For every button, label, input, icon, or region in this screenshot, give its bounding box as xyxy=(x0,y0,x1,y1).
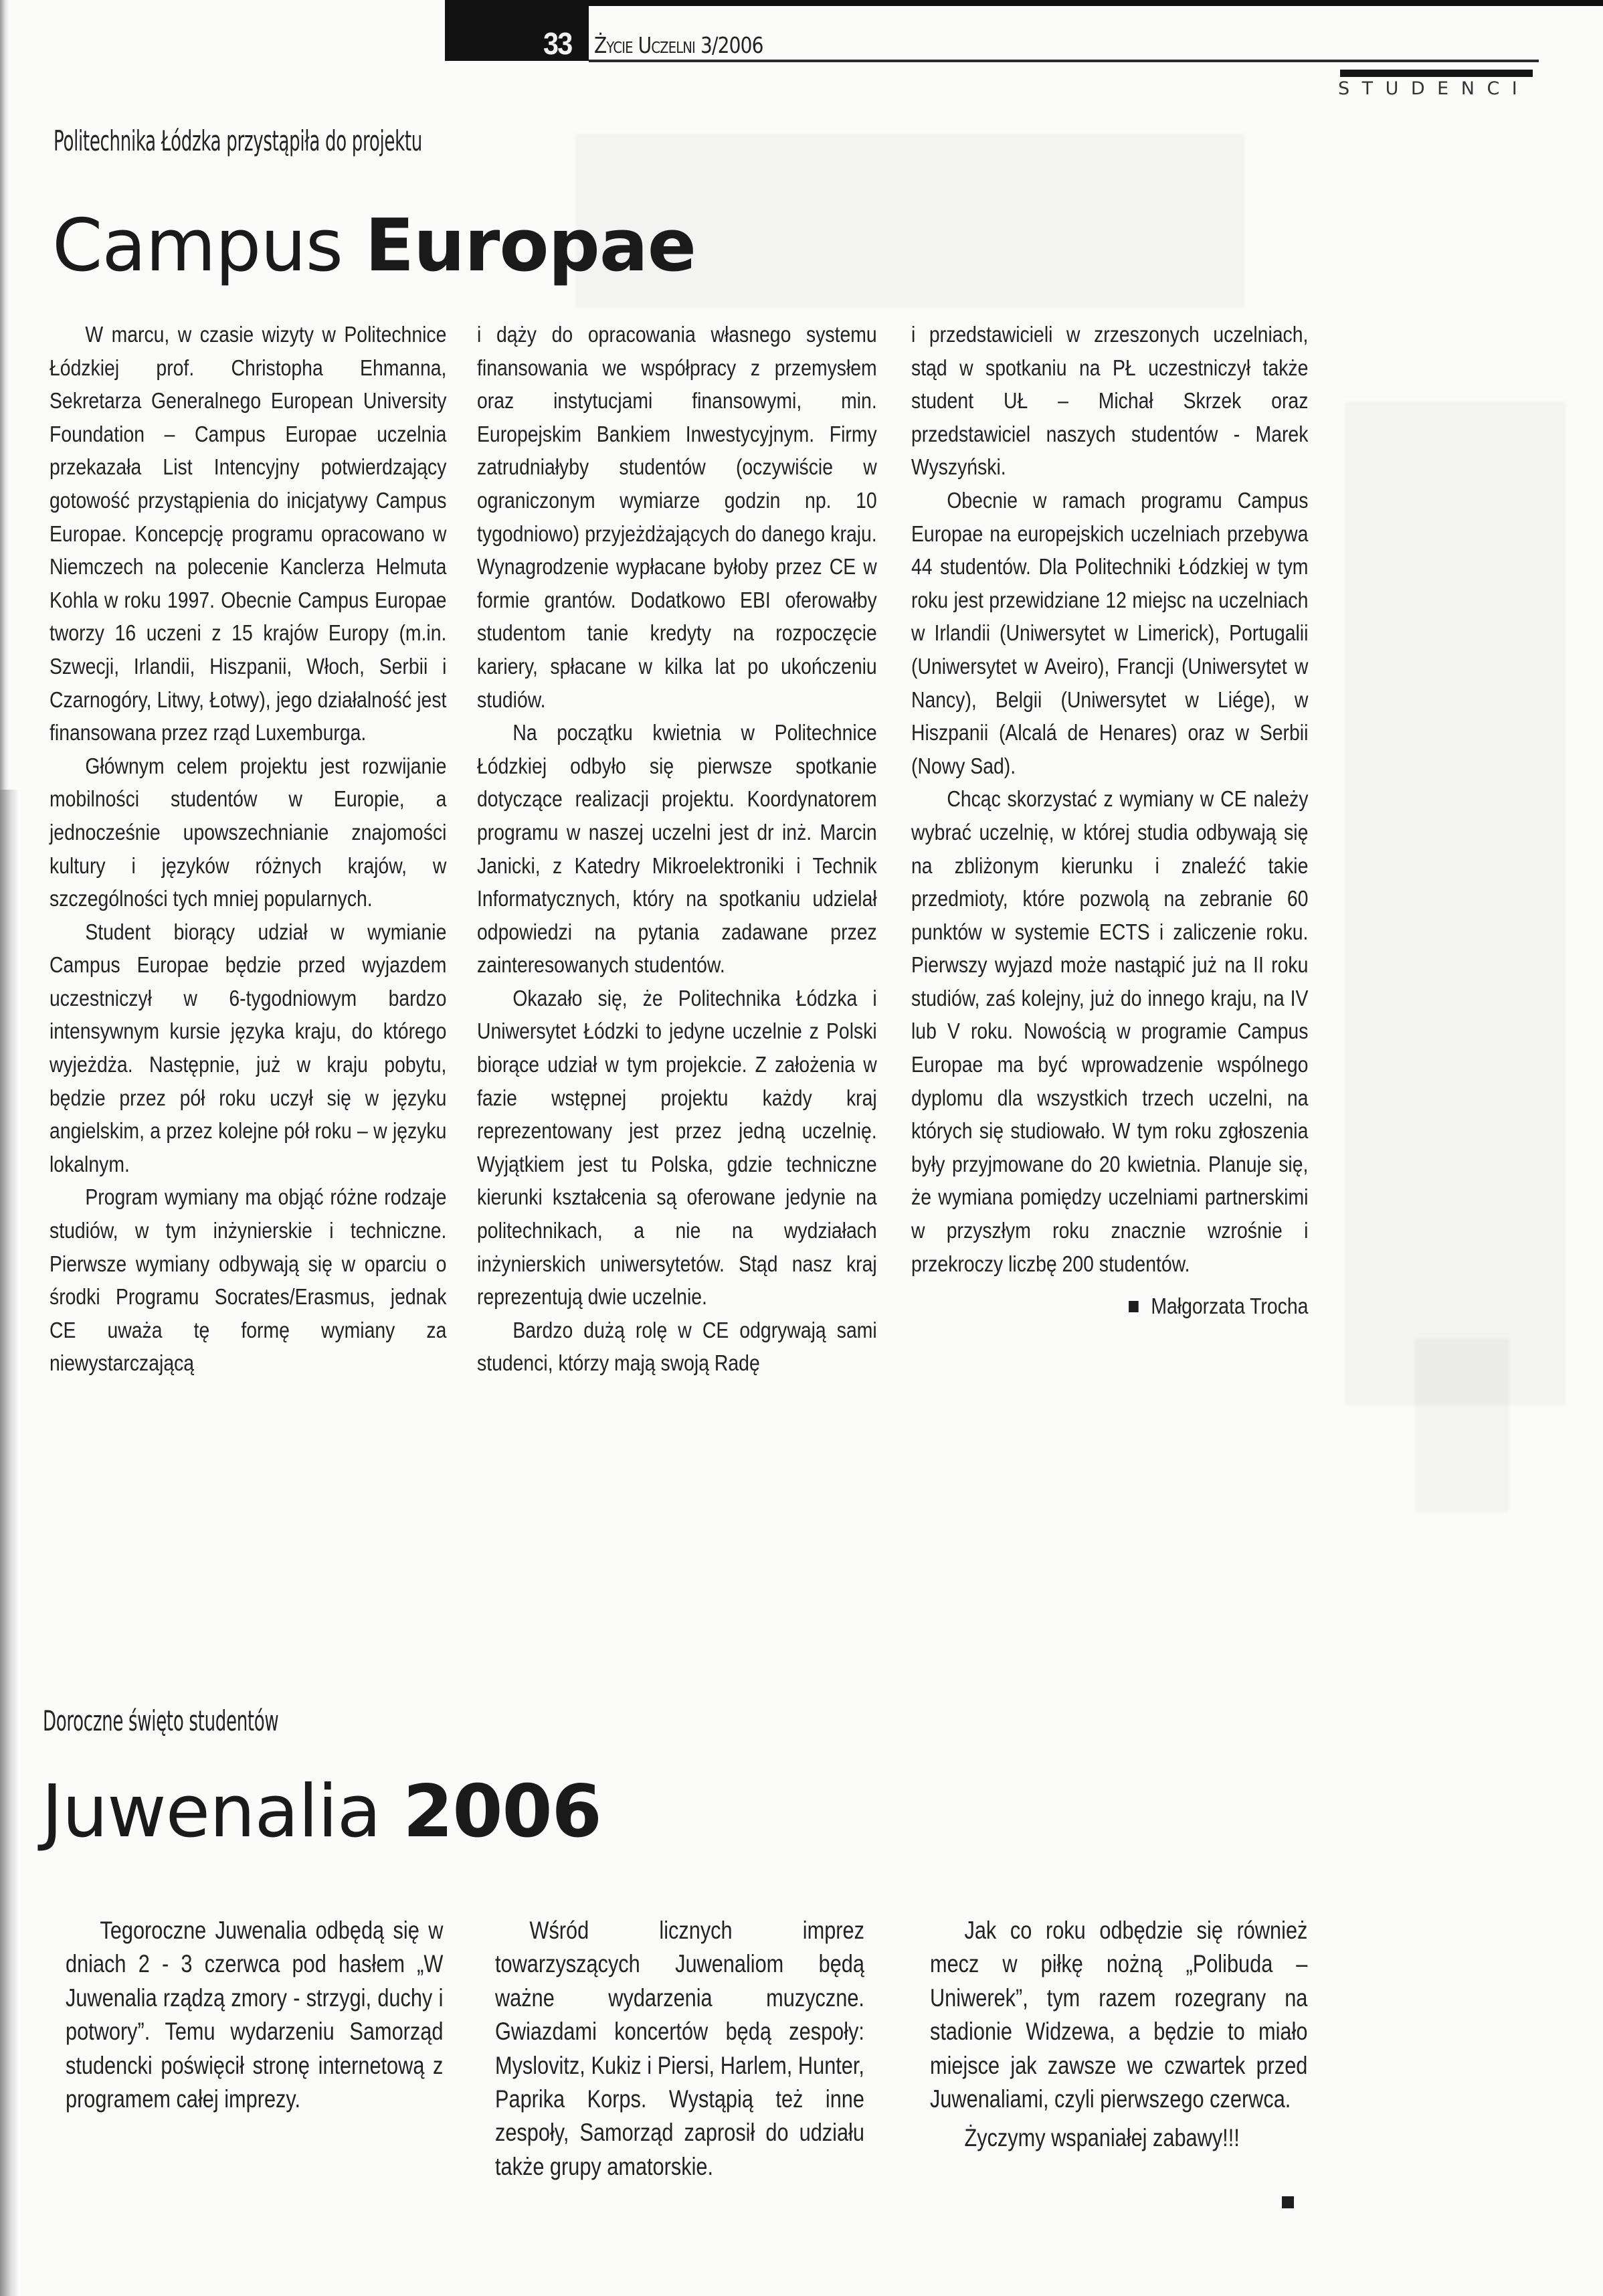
page-gutter-shadow-lower xyxy=(0,790,19,2296)
paragraph: Tegoroczne Juwenalia odbędą się w dniach 2 - 3 czerwca pod hasłem „W Juwenalia rządzą zmory - strzygi, duchy i potwory”. Temu wydarzeniu Samorząd studencki poświęcił stronę internetową z programem całej imprezy. xyxy=(66,1917,444,2113)
author-name: Małgorzata Trocha xyxy=(1151,1294,1309,1319)
paragraph: Głównym celem projektu jest rozwijanie mobilności studentów w Europie, a jednocześnie upowszechnianie znajomości kultury i języków różnych krajów, w szczególności tych mniej popularnych. xyxy=(50,753,447,911)
article2-column-3 xyxy=(930,1914,1307,2155)
paragraph: i dąży do opracowania własnego systemu finansowania we współpracy z przemysłem oraz instytucjami finansowymi, min. Europejskim Bankiem Inwestycyjnym. Firmy zatrudniałyby studentów (oczywiście w ograniczonym wymiarze godzin np. 10 tygodniowo) przyjeżdżających do danego kraju. Wynagrodzenie wypłacane byłoby przez CE w formie grantów. Dodatkowo EBI oferowałby studentom tanie kredyty na rozpoczęcie kariery, spłacane w kilka lat po ukończeniu studiów. xyxy=(477,322,877,712)
header-rule xyxy=(589,60,1539,62)
title-bold: Europae xyxy=(365,204,696,288)
article-kicker: Politechnika Łódzka przystąpiła do projektu xyxy=(54,124,422,157)
paragraph: Życzymy wspaniałej zabawy!!! xyxy=(964,2124,1240,2152)
paragraph: Obecnie w ramach programu Campus Europae na europejskich uczelniach przebywa 44 studentów. Dla Politechniki Łódzkiej w tym roku jest przewidziane 12 miejsc na uczelniach w Irlandii (Uniwersytet w Limerick), Portugalii (Uniwersytet w Aveiro), Francji (Uniwersytet w Nancy), Belgii (Uniwersytet w Liége), w Hiszpanii (Alcalá de Henares) oraz w Serbii (Nowy Sad). xyxy=(911,487,1309,778)
article-kicker: Doroczne święto studentów xyxy=(43,1704,279,1737)
article1-column-2 xyxy=(477,318,877,1380)
paragraph: Student biorący udział w wymianie Campus Europae będzie przed wyjazdem uczestniczył w 6-tygodniowym bardzo intensywnym kursie języka kraju, do którego wyjeżdża. Następnie, już w kraju pobytu, będzie przez pół roku uczył się w języku angielskim, a przez kolejne pół roku – w języku lokalnym. xyxy=(50,919,447,1176)
page-number: 33 xyxy=(543,26,572,61)
paragraph: Wśród licznych imprez towarzyszących Juwenaliom będą ważne wydarzenia muzyczne. Gwiazdami koncertów będą zespoły: Myslovitz, Kukiz i Piersi, Harlem, Hunter, Paprika Korps. Wystąpią też inne zespoły, Samorząd zaprosił do udziału także grupy amatorskie. xyxy=(495,1917,864,2180)
paragraph: Program wymiany ma objąć różne rodzaje studiów, w tym inżynierskie i techniczne. Pierwsze wymiany odbywają się w oparciu o środki Programu Socrates/Erasmus, jednak CE uważa tę formę wymiany za niewystarczającą xyxy=(50,1184,447,1376)
section-label: STUDENCI xyxy=(1338,78,1530,99)
paragraph: Chcąc skorzystać z wymiany w CE należy wybrać uczelnię, w której studia odbywają się na zbliżonym kierunku i znaleźć takie przedmioty, które pozwolą na zebranie 60 punktów w systemie ECTS i zaliczenie roku. Pierwszy wyjazd może nastąpić już na II roku studiów, zaś kolejny, już do innego kraju, na IV lub V roku. Nowością w programie Campus Europae ma być wprowadzenie wspólnego dyplomu dla wszystkich trzech uczelni, na których się studiowało. W tym roku zgłoszenia były przyjmowane do 20 kwietnia. Planuje się, że wymiana pomiędzy uczelniami partnerskimi w przyszłym roku znacznie wzrośnie i przekroczy liczbę 200 studentów. xyxy=(911,786,1309,1276)
publication-masthead: Życie Uczelni 3/2006 xyxy=(594,32,763,58)
article1-column-1 xyxy=(50,318,446,1380)
paragraph: i przedstawicieli w zrzeszonych uczelniach, stąd w spotkaniu na PŁ uczestniczył także student UŁ – Michał Skrzek oraz przedstawiciel naszych studentów - Marek Wyszyński. xyxy=(911,322,1309,480)
section-bar xyxy=(1340,70,1533,77)
bleed-through xyxy=(1345,402,1566,1405)
article-title xyxy=(41,1770,601,1854)
paragraph: Okazało się, że Politechnika Łódzka i Uniwersytet Łódzki to jedyne uczelnie z Polski biorące udział w tym projekcie. Z założenia w fazie wstępnej projektu każdy kraj reprezentowany jest przez jedną uczelnię. Wyjątkiem jest tu Polska, gdzie techniczne kierunki kształcenia są oferowane jedynie na politechnikach, a nie na wydziałach inżynierskich uniwersytetów. Stąd nasz kraj reprezentują dwie uczelnie. xyxy=(477,985,877,1310)
top-rule xyxy=(589,0,1603,6)
paragraph: Jak co roku odbędzie się również mecz w piłkę nożną „Polibuda – Uniwerek”, tym razem rozegrany na stadionie Widzewa, a będzie to miało miejsce jak zawsze we czwartek przed Juwenaliami, czyli pierwszego czerwca. xyxy=(930,1917,1308,2113)
title-bold: 2006 xyxy=(403,1770,601,1854)
end-square-icon xyxy=(1129,1301,1139,1312)
title-light: Campus xyxy=(52,204,365,288)
bleed-through xyxy=(1415,1338,1509,1512)
paragraph: Bardzo dużą rolę w CE odgrywają sami studenci, którzy mają swoją Radę xyxy=(477,1317,877,1376)
article2-column-2 xyxy=(495,1914,864,2184)
paragraph: Na początku kwietnia w Politechnice Łódzkiej odbyło się pierwsze spotkanie dotyczące realizacji projektu. Koordynatorem programu w naszej uczelni jest dr inż. Marcin Janicki, z Katedry Mikroelektroniki i Technik Informatycznych, który na spotkaniu udzielał odpowiedzi na pytania zadawane przez zainteresowanych studentów. xyxy=(477,720,877,978)
article2-column-1 xyxy=(66,1914,443,2116)
title-light: Juwenalia xyxy=(41,1770,403,1854)
paragraph: W marcu, w czasie wizyty w Politechnice Łódzkiej prof. Christopha Ehmanna, Sekretarza Generalnego European University Foundation – Campus Europae uczelnia przekazała List Intencyjny potwierdzający gotowość przystąpienia do inicjatywy Campus Europae. Koncepcję programu opracowano w Niemczech na polecenie Kanclerza Helmuta Kohla w roku 1997. Obecnie Campus Europae tworzy 16 uczeni z 15 krajów Europy (m.in. Szwecji, Irlandii, Hiszpanii, Włoch, Serbii i Czarnogóry, Litwy, Łotwy), jego działalność jest finansowana przez rząd Luxemburga. xyxy=(50,322,447,745)
article-title xyxy=(52,204,696,288)
article1-column-3 xyxy=(911,318,1308,1323)
author-signature xyxy=(911,1290,1308,1323)
end-square-icon xyxy=(1282,2196,1294,2208)
